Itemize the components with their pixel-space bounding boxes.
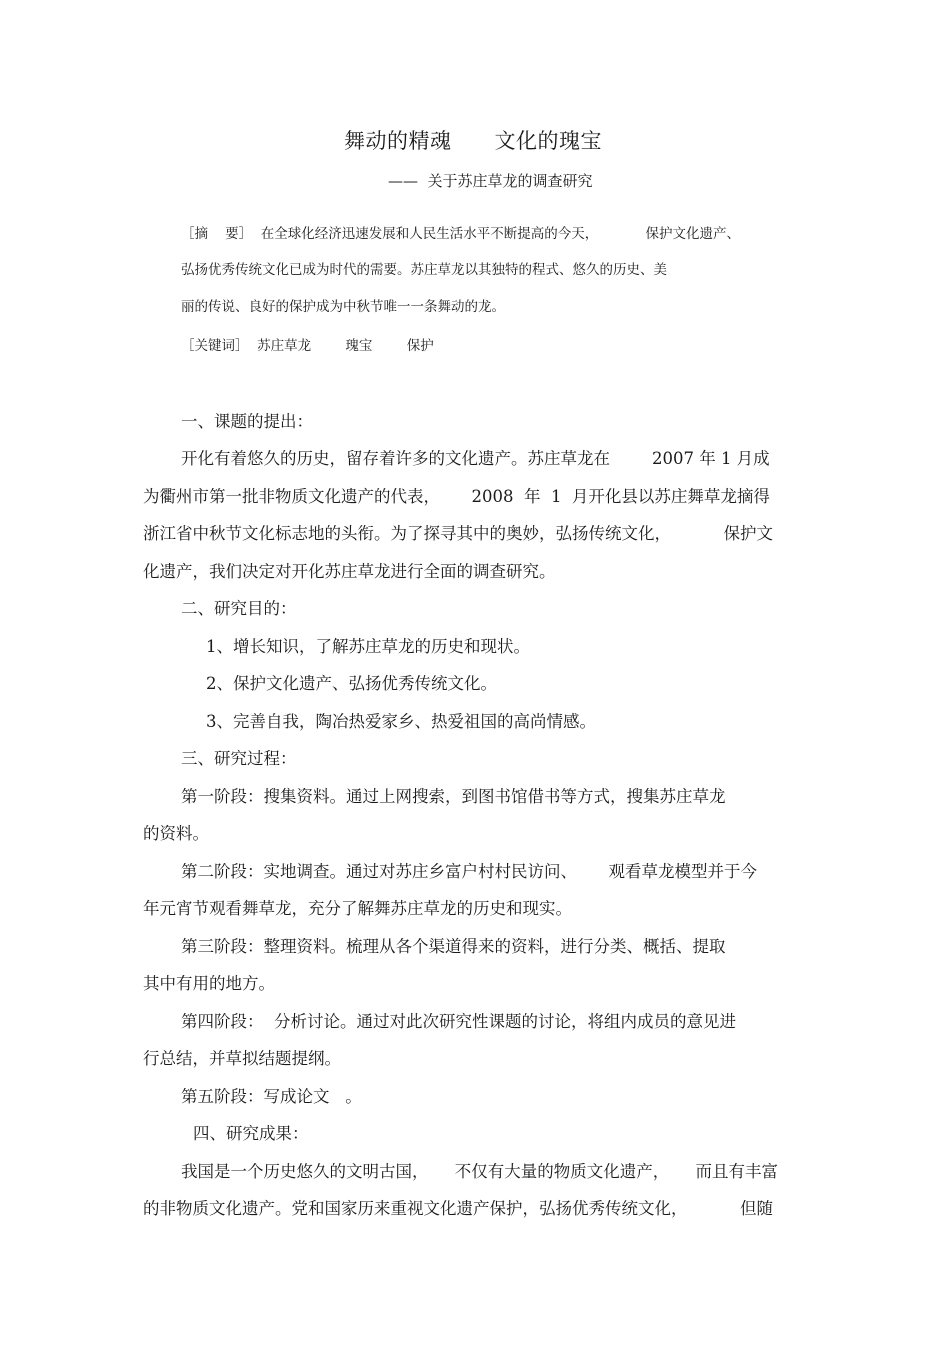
body-line: 的资料。 [143,824,209,843]
body-line: 我国是一个历史悠久的文明古国， 不仅有大量的物质文化遗产， 而且有丰富 [181,1162,778,1181]
abstract-line: 弘扬优秀传统文化已成为时代的需要。苏庄草龙以其独特的程式、悠久的历史、美 [181,262,667,278]
section-heading: 二、研究目的： [181,599,297,618]
keywords-line: ［关键词］ 苏庄草龙 瑰宝 保护 [181,338,434,354]
body-line: 化遗产，我们决定对开化苏庄草龙进行全面的调查研究。 [143,562,556,581]
body-line: 的非物质文化遗产。党和国家历来重视文化遗产保护，弘扬优秀传统文化， 但随 [143,1199,773,1218]
abstract-line: 丽的传说、良好的保护成为中秋节唯一一条舞动的龙。 [181,299,505,315]
abstract-line: ［摘 要］ 在全球化经济迅速发展和人民生活水平不断提高的今天， 保护文化遗产、 [181,226,740,242]
section-heading: 三、研究过程： [181,749,297,768]
list-item: 1、增长知识，了解苏庄草龙的历史和现状。 [206,637,530,656]
body-line: 开化有着悠久的历史，留存着许多的文化遗产。苏庄草龙在 2007 年 1 月成 [181,449,770,468]
body-line: 浙江省中秋节文化标志地的头衔。为了探寻其中的奥妙，弘扬传统文化， 保护文 [143,524,773,543]
list-item: 3、完善自我，陶冶热爱家乡、热爱祖国的高尚情感。 [206,712,596,731]
body-line: 第三阶段：整理资料。梳理从各个渠道得来的资料，进行分类、概括、提取 [181,937,726,956]
body-line: 行总结，并草拟结题提纲。 [143,1049,341,1068]
body-line: 第四阶段： 分析讨论。通过对此次研究性课题的讨论，将组内成员的意见进 [181,1012,736,1031]
page-title: 舞动的精魂 文化的瑰宝 [344,129,603,153]
body-line: 为衢州市第一批非物质文化遗产的代表， 2008 年 1 月开化县以苏庄舞草龙摘得 [143,487,770,506]
body-line: 第一阶段：搜集资料。通过上网搜索，到图书馆借书等方式，搜集苏庄草龙 [181,787,726,806]
section-heading: 一、课题的提出： [181,412,313,431]
body-line: 其中有用的地方。 [143,974,275,993]
page-subtitle: —— 关于苏庄草龙的调查研究 [388,172,593,190]
body-line: 第二阶段：实地调查。通过对苏庄乡富户村村民访问、 观看草龙模型并于今 [181,862,757,881]
list-item: 2、保护文化遗产、弘扬优秀传统文化。 [206,674,497,693]
body-line: 年元宵节观看舞草龙，充分了解舞苏庄草龙的历史和现实。 [143,899,572,918]
section-heading: 四、研究成果： [193,1124,309,1143]
body-line: 第五阶段：写成论文 。 [181,1087,362,1106]
